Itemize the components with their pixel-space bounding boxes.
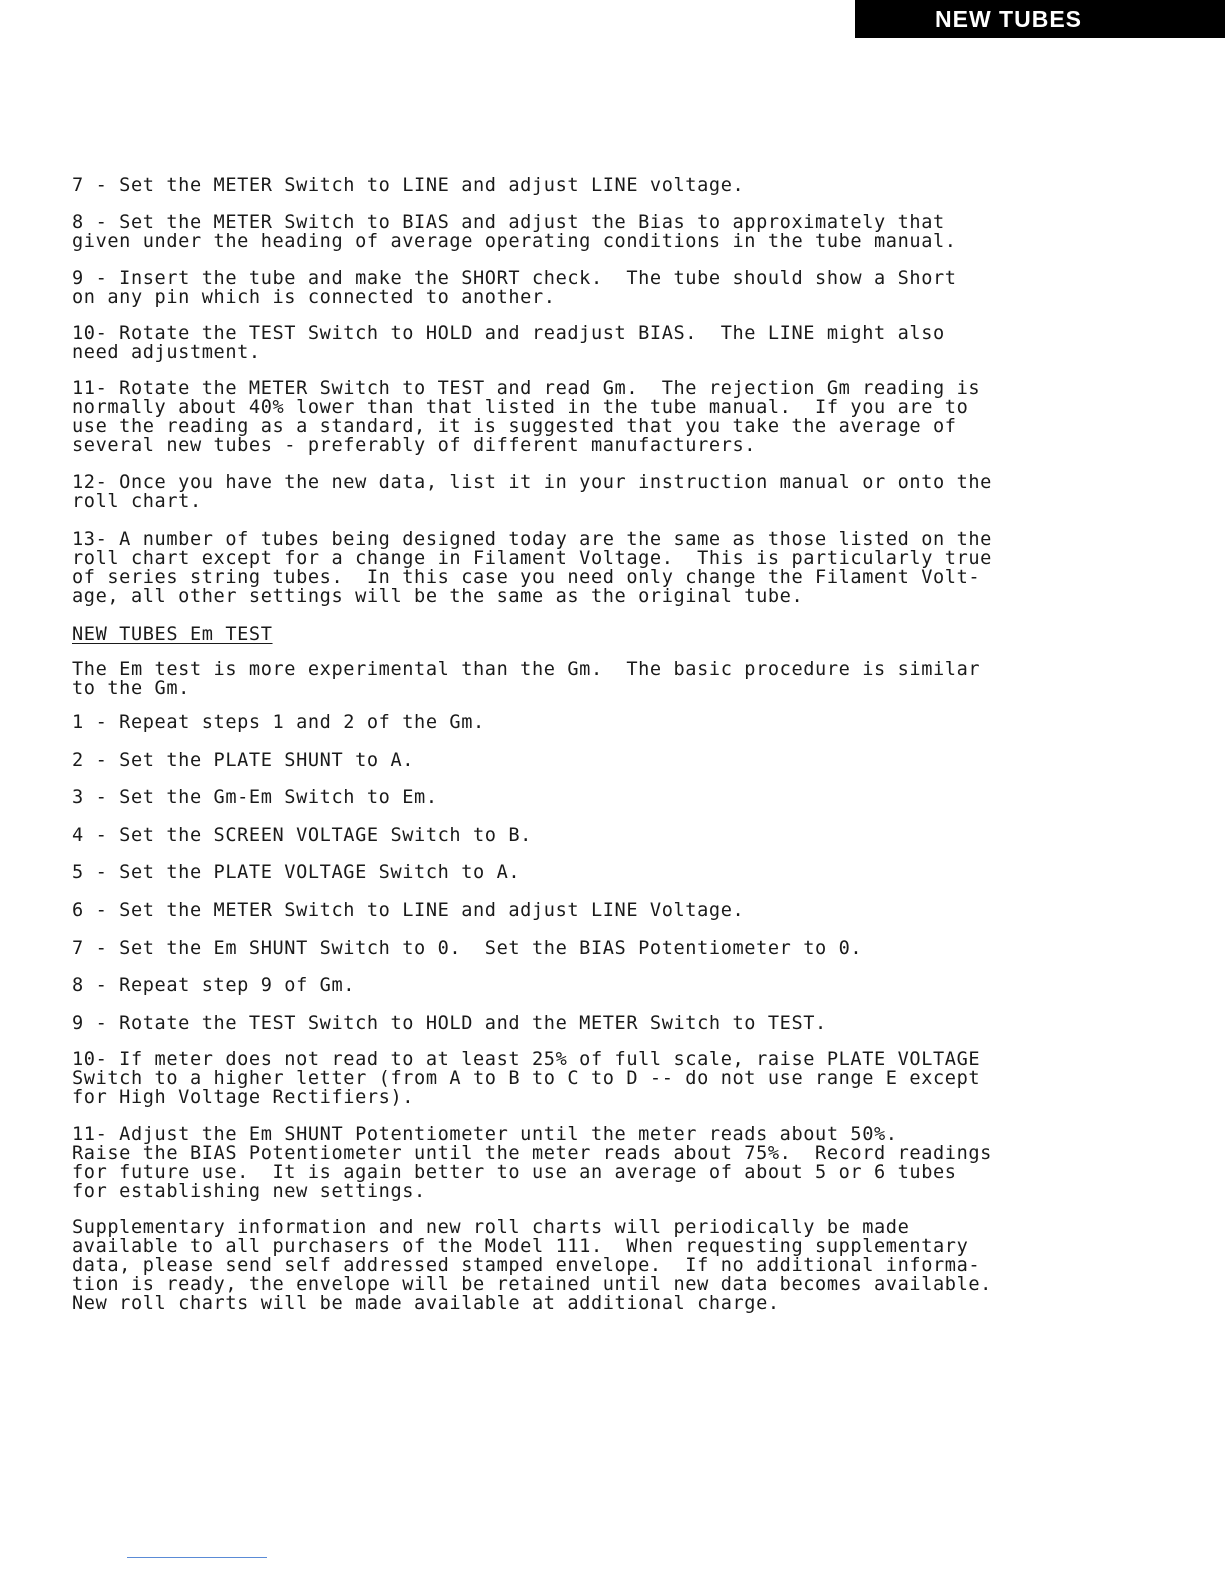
gm-step-7: 7 - Set the METER Switch to LINE and adjust LINE voltage. — [72, 175, 745, 196]
gm-step-11: 11- Rotate the METER Switch to TEST and read Gm. The rejection Gm reading is normally about 40% lower than that listed in the tube manual. If you are to use the reading as a standard, it is suggested that you take the average of several new tubes - preferably of different manufacturers. — [72, 378, 981, 456]
em-step-9: 9 - Rotate the TEST Switch to HOLD and the METER Switch to TEST. — [72, 1013, 827, 1034]
gm-step-10: 10- Rotate the TEST Switch to HOLD and readjust BIAS. The LINE might also need adjustment. — [72, 323, 945, 363]
em-test-intro: The Em test is more experimental than the Gm. The basic procedure is similar to the Gm. — [72, 659, 981, 699]
gm-step-9: 9 - Insert the tube and make the SHORT check. The tube should show a Short on any pin which is connected to another. — [72, 268, 957, 308]
em-step-10: 10- If meter does not read to at least 25% of full scale, raise PLATE VOLTAGE Switch to a higher letter (from A to B to C to D -- do not use range E except for High Voltage Rectifiers). — [72, 1049, 981, 1108]
em-step-3: 3 - Set the Gm-Em Switch to Em. — [72, 787, 438, 808]
em-test-heading: NEW TUBES Em TEST — [72, 624, 273, 645]
section-header-tab: NEW TUBES — [855, 0, 1225, 38]
gm-step-8: 8 - Set the METER Switch to BIAS and adjust the Bias to approximately that given under the heading of average operating conditions in the tube manual. — [72, 212, 957, 252]
supplementary-info: Supplementary information and new roll charts will periodically be made available to all purchasers of the Model 111. When requesting supplementary data, please send self addressed stamped envelope. If no additional informa- tion is ready, the envelope will be retained until new data becomes available. New roll charts will be made available at additional charge. — [72, 1217, 992, 1314]
em-step-11: 11- Adjust the Em SHUNT Potentiometer until the meter reads about 50%. Raise the BIAS Potentiometer until the meter reads about 75%. Record readings for future use. It is again better to use an average of about 5 or 6 tubes for establishing new settings. — [72, 1124, 992, 1202]
gm-step-12: 12- Once you have the new data, list it in your instruction manual or onto the roll chart. — [72, 472, 992, 512]
em-step-7: 7 - Set the Em SHUNT Switch to 0. Set the BIAS Potentiometer to 0. — [72, 938, 863, 959]
em-step-5: 5 - Set the PLATE VOLTAGE Switch to A. — [72, 862, 521, 883]
em-step-1: 1 - Repeat steps 1 and 2 of the Gm. — [72, 712, 485, 733]
gm-step-13: 13- A number of tubes being designed today are the same as those listed on the roll chart except for a change in Filament Voltage. This is particularly true of series string tubes. In this case you need only change the Filament Volt- age, all other settings will be the same as the original tube. — [72, 529, 992, 607]
em-step-6: 6 - Set the METER Switch to LINE and adjust LINE Voltage. — [72, 900, 745, 921]
em-step-2: 2 - Set the PLATE SHUNT to A. — [72, 750, 415, 771]
em-step-8: 8 - Repeat step 9 of Gm. — [72, 975, 356, 996]
footer-divider — [127, 1557, 267, 1558]
em-step-4: 4 - Set the SCREEN VOLTAGE Switch to B. — [72, 825, 532, 846]
